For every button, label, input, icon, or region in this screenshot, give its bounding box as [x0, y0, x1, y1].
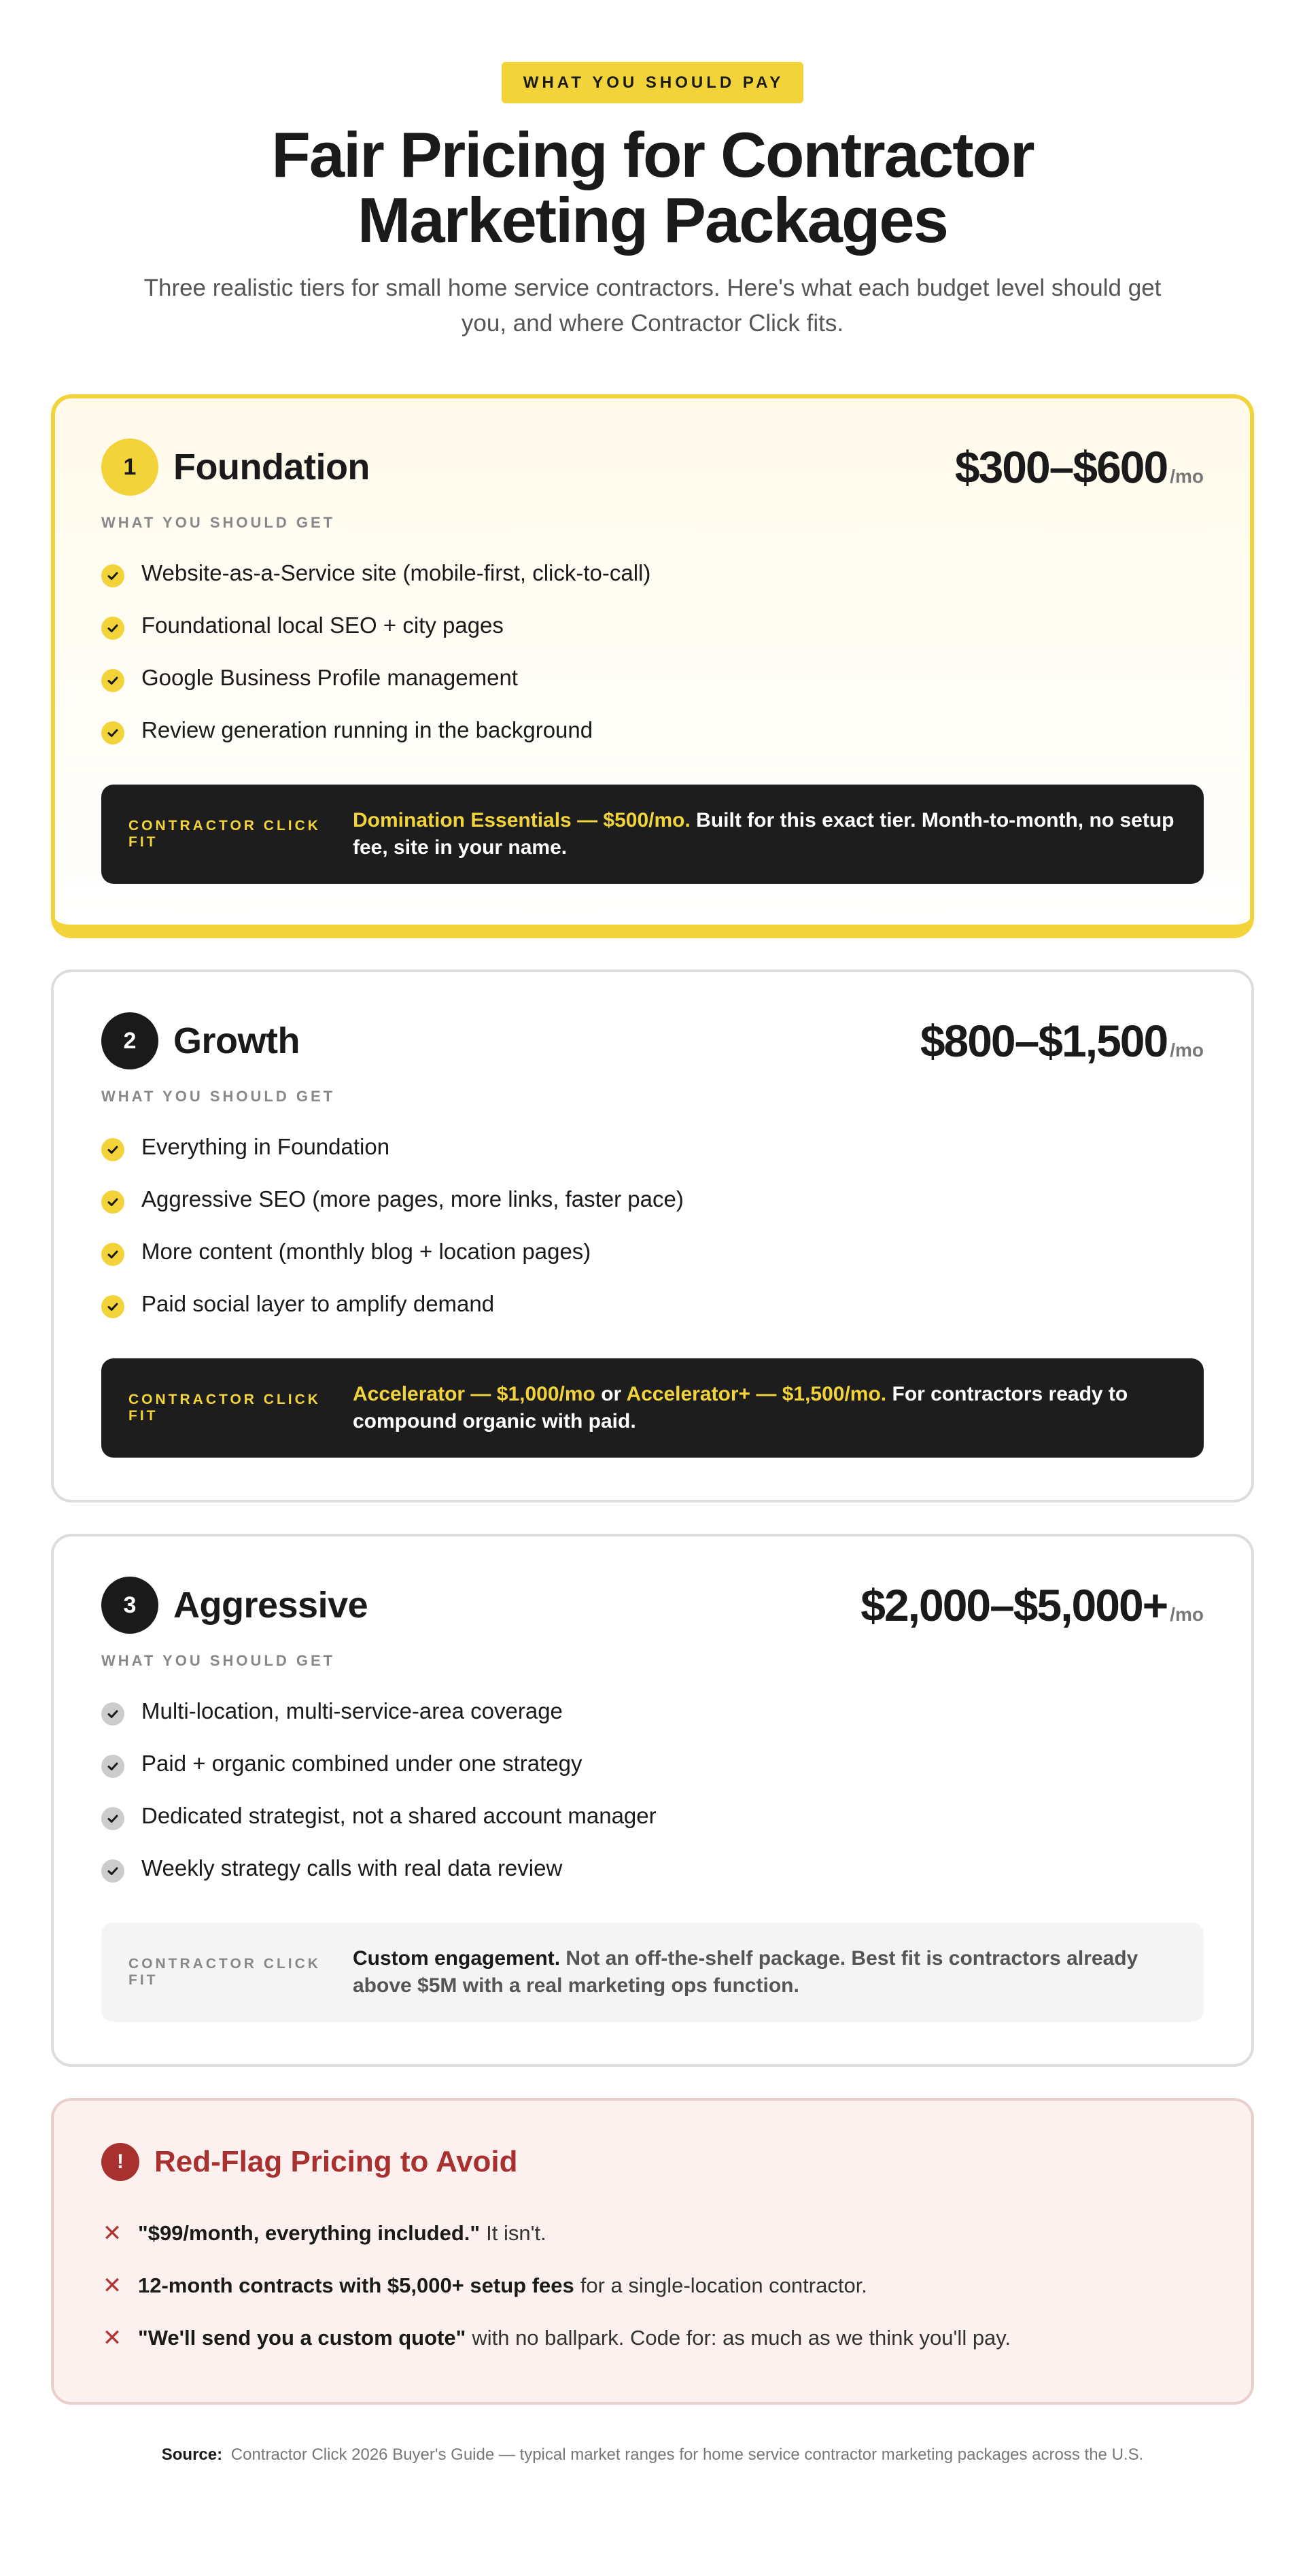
tier-price [920, 1015, 1204, 1067]
fit-description [353, 807, 1177, 861]
fit-package-highlight: Accelerator+ — $1,500/mo. [626, 1383, 887, 1405]
check-icon [101, 1243, 124, 1266]
check-icon [101, 1807, 124, 1830]
check-icon [101, 1702, 124, 1725]
features-section-label: WHAT YOU SHOULD GET [101, 1652, 336, 1669]
warning-icon: ! [101, 2143, 139, 2181]
tier-header [101, 1010, 1204, 1071]
red-flag-text: with no ballpark. Code for: as much as we think you'll pay. [472, 2325, 1011, 2350]
feature-text: Paid social layer to amplify demand [141, 1290, 495, 1316]
red-flag-bold: "$99/month, everything included." [138, 2220, 481, 2245]
feature-text: Google Business Profile management [141, 664, 518, 690]
price-amount: $2,000–$5,000+ [860, 1580, 1168, 1630]
tier-title-group [101, 1577, 368, 1634]
eyebrow-wrap [0, 62, 1305, 103]
feature-text: Foundational local SEO + city pages [141, 612, 504, 638]
feature-item [101, 651, 1204, 704]
features-section-label: WHAT YOU SHOULD GET [101, 514, 336, 531]
fit-package-highlight: Custom engagement. [353, 1947, 561, 1970]
tier-card-growth [51, 969, 1254, 1502]
fit-detail-text: Not an off-the-shelf package. Best fit is contractors already above $5M with a real marketing ops function. [353, 1947, 1138, 1997]
check-icon [101, 669, 124, 692]
fit-or-text: or [601, 1383, 622, 1405]
tier-name: Growth [173, 1020, 300, 1061]
tier-number-badge: 3 [101, 1577, 158, 1634]
red-flag-text: for a single-location contractor. [580, 2273, 867, 2297]
red-flag-list [101, 2207, 1204, 2364]
red-flag-panel [51, 2098, 1254, 2405]
close-x-icon: ✕ [102, 2324, 122, 2351]
price-amount: $800–$1,500 [920, 1016, 1168, 1066]
tier-number-badge: 1 [101, 439, 158, 496]
red-flag-item [101, 2259, 1204, 2312]
fit-label: CONTRACTOR CLICK FIT [128, 1392, 321, 1424]
tier-title-group [101, 1012, 300, 1069]
close-x-icon: ✕ [102, 2220, 122, 2246]
fit-label: CONTRACTOR CLICK FIT [128, 1956, 321, 1988]
tier-header [101, 1575, 1204, 1636]
check-icon [101, 617, 124, 640]
red-flag-item [101, 2312, 1204, 2364]
feature-list [101, 1685, 1204, 1894]
check-icon [101, 1755, 124, 1778]
feature-item [101, 1277, 1204, 1330]
red-flag-title: Red-Flag Pricing to Avoid [154, 2145, 518, 2178]
check-icon [101, 1859, 124, 1883]
contractor-click-fit-box [101, 1358, 1204, 1458]
red-flag-bold: 12-month contracts with $5,000+ setup fees [138, 2273, 574, 2297]
check-icon [101, 564, 124, 587]
red-flag-text: It isn't. [486, 2220, 546, 2245]
tier-header [101, 436, 1204, 498]
page-header [0, 62, 1305, 341]
eyebrow-badge: WHAT YOU SHOULD PAY [502, 62, 803, 103]
feature-text: Dedicated strategist, not a shared account manager [141, 1802, 657, 1828]
feature-item [101, 1737, 1204, 1789]
feature-item [101, 1120, 1204, 1173]
source-text: Contractor Click 2026 Buyer's Guide — typical market ranges for home service contractor marketing packages across the U.S. [230, 2445, 1144, 2464]
tier-card-aggressive [51, 1534, 1254, 2067]
check-icon [101, 1295, 124, 1318]
tier-number-badge: 2 [101, 1012, 158, 1069]
feature-text: Multi-location, multi-service-area coverage [141, 1698, 563, 1723]
price-unit: /mo [1170, 466, 1204, 487]
close-x-icon: ✕ [102, 2272, 122, 2299]
fit-description [353, 1945, 1177, 1999]
check-icon [101, 1190, 124, 1214]
feature-text: Weekly strategy calls with real data review [141, 1855, 563, 1881]
price-unit: /mo [1170, 1604, 1204, 1625]
fit-detail-text: For contractors ready to compound organic with paid. [353, 1383, 1128, 1432]
red-flag-bold: "We'll send you a custom quote" [138, 2325, 466, 2350]
tier-title-group [101, 439, 370, 496]
tier-price [860, 1579, 1204, 1631]
page-title: Fair Pricing for Contractor Marketing Packages [271, 119, 1034, 256]
pricing-tiers [0, 394, 1305, 2067]
feature-text: Paid + organic combined under one strategy [141, 1750, 582, 1776]
contractor-click-fit-box [101, 785, 1204, 884]
check-icon [101, 721, 124, 744]
feature-item [101, 1173, 1204, 1225]
feature-item [101, 599, 1204, 651]
tier-name: Foundation [173, 447, 370, 487]
page-subtitle: Three realistic tiers for small home service contractors. Here's what each budget level should get you, and where Contractor Click fits. [143, 275, 1162, 337]
feature-item [101, 1842, 1204, 1894]
source-label: Source: [161, 2445, 223, 2464]
feature-text: Review generation running in the background [141, 717, 593, 742]
feature-item [101, 1225, 1204, 1277]
feature-text: Website-as-a-Service site (mobile-first, click-to-call) [141, 560, 651, 585]
tier-name: Aggressive [173, 1585, 368, 1626]
feature-list [101, 1120, 1204, 1330]
contractor-click-fit-box [101, 1923, 1204, 2022]
fit-detail-text: Built for this exact tier. Month-to-month, no setup fee, site in your name. [353, 809, 1174, 859]
feature-text: Aggressive SEO (more pages, more links, faster pace) [141, 1186, 684, 1212]
feature-item [101, 704, 1204, 756]
fit-label: CONTRACTOR CLICK FIT [128, 818, 321, 850]
source-note [0, 2445, 1305, 2465]
fit-package-highlight: Domination Essentials — $500/mo. [353, 809, 691, 831]
red-flag-item [101, 2207, 1204, 2259]
feature-list [101, 547, 1204, 756]
feature-item [101, 547, 1204, 599]
features-section-label: WHAT YOU SHOULD GET [101, 1088, 336, 1105]
fit-package-highlight: Accelerator — $1,000/mo [353, 1383, 595, 1405]
feature-item [101, 1685, 1204, 1737]
tier-price [955, 441, 1204, 493]
feature-text: More content (monthly blog + location pages) [141, 1238, 591, 1264]
price-unit: /mo [1170, 1040, 1204, 1061]
red-flag-header [101, 2140, 1204, 2184]
check-icon [101, 1138, 124, 1161]
tier-card-foundation [51, 394, 1254, 938]
feature-text: Everything in Foundation [141, 1133, 390, 1159]
feature-item [101, 1789, 1204, 1842]
fit-description [353, 1381, 1177, 1435]
price-amount: $300–$600 [954, 442, 1168, 492]
